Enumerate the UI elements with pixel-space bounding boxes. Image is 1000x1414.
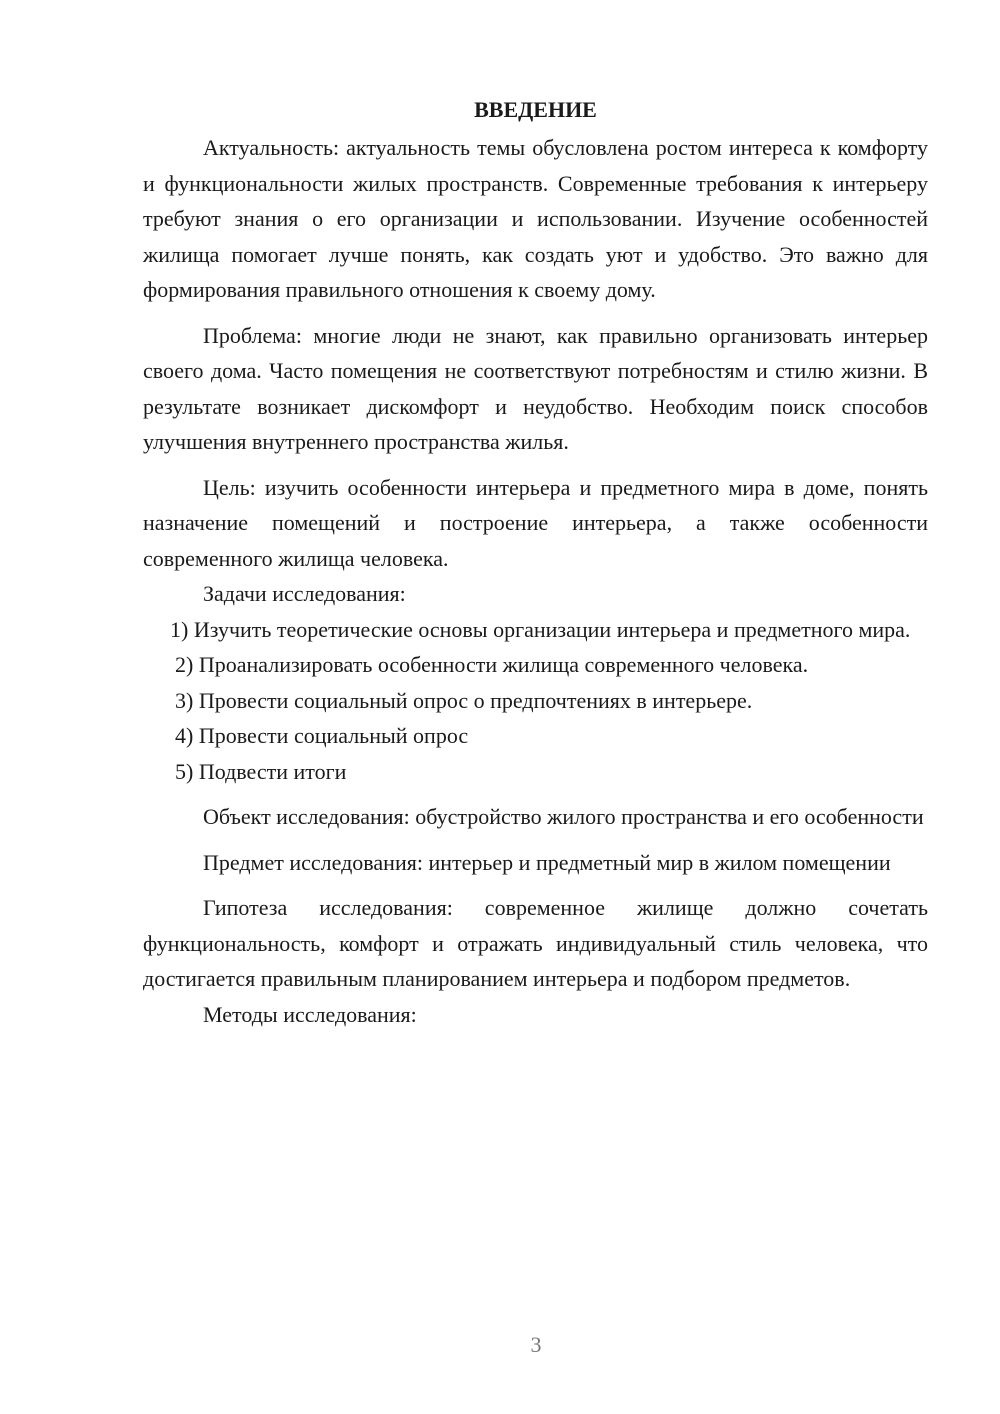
- goal-paragraph: Цель: изучить особенности интерьера и предметного мира в доме, понять назначение помещений и построение интерьера, а также особенности современного жилища человека.: [143, 474, 928, 571]
- task-item-2: 2) Проанализировать особенности жилища современного человека.: [175, 652, 809, 677]
- methods-title: Методы исследования:: [203, 1001, 417, 1027]
- subject-paragraph: Предмет исследования: интерьер и предметный мир в жилом помещении: [203, 849, 891, 875]
- task-item-4: 4) Провести социальный опрос: [175, 723, 469, 748]
- object-paragraph: Объект исследования: обустройство жилого пространства и его особенности: [203, 804, 924, 829]
- hypothesis-paragraph: Гипотеза исследования: современное жилище должно сочетать функциональность, комфорт и отражать индивидуальный стиль человека, что достигается правильным планированием интерьера и подбором предметов.: [143, 895, 928, 991]
- relevance-paragraph: Актуальность: актуальность темы обусловлена ростом интереса к комфорту и функциональности жилых пространств. Современные требования к интерьеру требуют знания о его организации и использовании. Изучение особенностей жилища помогает лучше понять, как создать уют и удобство. Это важно для формирования правильного отношения к своему дому.: [143, 135, 928, 302]
- task-item-3: 3) Провести социальный опрос о предпочтениях в интерьере.: [175, 687, 753, 713]
- tasks-title: Задачи исследования:: [203, 581, 406, 606]
- section-heading: ВВЕДЕНИЕ: [474, 97, 597, 122]
- task-item-1: 1) Изучить теоретические основы организации интерьера и предметного мира.: [170, 616, 911, 642]
- problem-paragraph: Проблема: многие люди не знают, как правильно организовать интерьер своего дома. Часто помещения не соответствуют потребностям и стилю жизни. В результате возникает дискомфорт и неудобство. Необходим поиск способов улучшения внутреннего пространства жилья.: [143, 322, 928, 454]
- page-number: 3: [530, 1332, 542, 1357]
- task-item-5: 5) Подвести итоги: [175, 758, 347, 784]
- page-content: [143, 92, 928, 1032]
